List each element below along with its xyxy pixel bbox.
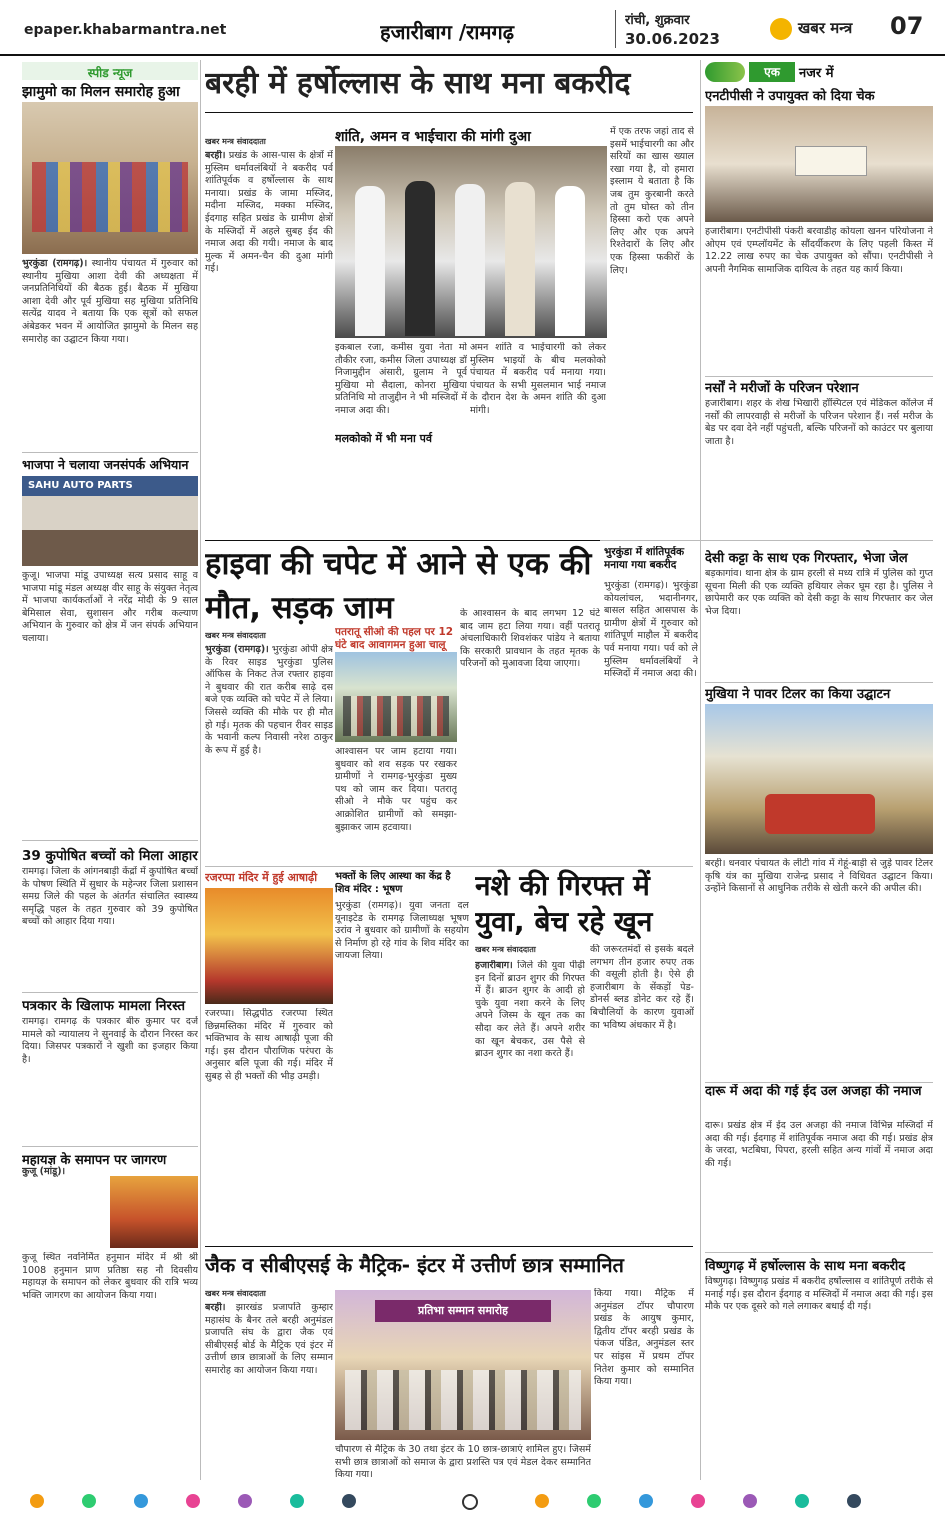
- bottom-text: [205, 1302, 333, 1478]
- right-story4-text: [705, 568, 933, 680]
- drug-dateline: हजारीबाग।: [475, 960, 513, 971]
- footer-color-dot: [30, 1494, 44, 1508]
- right-story7-headline: विष्णुगढ़ में हर्षोल्लास के साथ मना बकरीद: [705, 1259, 906, 1274]
- left-story2-photo: [22, 476, 198, 566]
- left-story5-dateline: कुजू (मांडू)।: [22, 1166, 66, 1177]
- left-story1-photo: [22, 102, 198, 254]
- right-story1-body: हजारीबाग। एनटीपीसी पंकरी बरवाडीह कोयला खनन परियोजना ने ओएम एवं एम्प्लॉयमेंट के सौंदर्यीकरण के लिए पहली किस्त में 12.22 लाख रुपए का चेक उपायुक्त को सौंपा। एनटीपीसी ने अपनी नैगमिक सामाजिक दायित्व के तहत यह कार्य किया।: [705, 226, 933, 275]
- right-story6-body: दारू। प्रखंड क्षेत्र में ईद उल अजहा की नमाज विभिन्न मस्जिदों में अदा की गई। ईदगाह में शांतिपूर्वक नमाज अदा की गई। प्रखंड क्षेत्र के जरदा, भटबिघा, पिपरा, हरली सहित अन्य गांवों में नमाज अदा की गई।: [705, 1120, 933, 1169]
- right-story6-headline: दारू में अदा की गई ईद उल अजहा की नमाज: [705, 1084, 922, 1099]
- bottom-photo-banner: प्रतिभा सम्मान समारोह: [375, 1300, 551, 1322]
- issue-date: 30.06.2023: [625, 30, 720, 48]
- brand-logo: [770, 16, 880, 46]
- bottom-text2: [335, 1444, 591, 1480]
- left-story1-headline: झामुमो का मिलन समारोह हुआ: [22, 84, 180, 100]
- speed-news-label: स्पीड न्यूज: [87, 66, 133, 80]
- center-top-text3: [470, 342, 606, 542]
- right-rule-5: [705, 1252, 933, 1253]
- drug-text: [475, 960, 585, 1242]
- right-story1-photo: [705, 106, 933, 222]
- right-rule-1: [705, 376, 933, 377]
- footer-color-dot: [238, 1494, 252, 1508]
- right-story3-body: भुरकुंडा (रामगढ़)। भुरकुंडा कोयलांचल, भदानीनगर, बासल सहित आसपास के ग्रामीण क्षेत्रों में गुरुवार को शांतिपूर्ण माहौल में बकरीद पर्व मनाया गया। पर्व को ले मुस्लिम धर्मावलंबियों ने मस्जिदों में नमाज अदा की।: [604, 580, 698, 680]
- left-rule-2: [22, 840, 198, 841]
- right-story2-headline: नर्सों ने मरीजों के परिजन परेशान: [705, 381, 859, 396]
- left-story5-photo: [110, 1176, 198, 1248]
- right-story5-text: [705, 858, 933, 1080]
- left-story2-text: [22, 570, 198, 838]
- center-top-byline: खबर मन्त्र संवाददाता: [205, 137, 266, 146]
- footer-color-dot: [743, 1494, 757, 1508]
- left-rule-1: [22, 452, 198, 453]
- left-story5-text: [22, 1180, 108, 1248]
- center-top-body2: इकबाल रजा, कमीस युवा नेता मो तौकीर रजा, कमीस जिला उपाध्यक्ष डॉ निजामुद्दीन अंसारी, ग्रुलाम ने पूर्व मुखिया मो सैदाला, कोनरा मुखिया प्रतिनिधि मो ताजुद्दीन ने भी मस्जिदों में नमाज अदा की।: [335, 342, 467, 416]
- nazar-tag: नजर में: [799, 66, 834, 81]
- bottom-headline: जैक व सीबीएसई के मैट्रिक- इंटर में उत्तीर्ण छात्र सम्मानित: [205, 1253, 624, 1277]
- left-story4-body: रामगढ़। रामगढ़ के पत्रकार बीरु कुमार पर दर्ज मामले को न्यायालय ने सुनवाई के दौरान निरस्त कर दिया। जिसपर पत्रकारों ने खुशी का इजहार किया है।: [22, 1016, 198, 1065]
- footer-color-dot: [535, 1494, 549, 1508]
- center-top-dateline: बरही।: [205, 150, 226, 161]
- center-top-photo: [335, 146, 607, 338]
- left-story4-headline: पत्रकार के खिलाफ मामला निरस्त: [22, 998, 186, 1014]
- center-mid-dateline: भुरकुंडा (रामगढ़)।: [205, 644, 269, 655]
- center-top-subhead: शांति, अमन व भाईचारा की मांगी दुआ: [335, 129, 531, 145]
- center-top-body3: अमन शांति व भाईचारगी को लेकर मुस्लिम भाइयों के बीच मलकोको पंचायत में बकरीद पर्व मनाया गया। पंचायत के सभी मुसलमान भाई नमाज के दौरान देश के अमन शांति की दुआ मांगी।: [470, 342, 606, 416]
- footer-color-dot: [587, 1494, 601, 1508]
- right-story5-headline: मुखिया ने पावर टिलर का किया उद्घाटन: [705, 687, 891, 702]
- left-story3-headline: 39 कुपोषित बच्चों को मिला आहार: [22, 848, 198, 864]
- footer-color-dot: [639, 1494, 653, 1508]
- right-story5-photo: [705, 704, 933, 854]
- right-column-rule: [700, 60, 701, 1480]
- right-story3-headline: भुरकुंडा में शांतिपूर्वक मनाया गया बकरीद: [604, 546, 685, 571]
- footer-color-dot: [134, 1494, 148, 1508]
- temple-body: रजरप्पा। सिद्धपीठ रजरप्पा स्थित छिन्नमस्तिका मंदिर में गुरुवार को भक्तिभाव के साथ आषाढ़ी पूजा की गई। इस दौरान पौराणिक परंपरा के अनुसार बलि पूजा की गई। मंदिर में सुबह से ही भक्तों की भीड़ उमड़ी।: [205, 1008, 333, 1082]
- drug-body2: की जरूरतमंदों से इसके बदले लगभग तीन हजार रुपए तक की वसूली होती है। ऐसे ही हजारीबाग के सेंकड़ों पेड-डोनर्स ब्लड डोनेट कर रहे हैं। बिचौलियों के कारण युवाओं का भविष्य अंधकार में है।: [590, 944, 694, 1031]
- right-story7-body: विष्णुगढ़। विष्णुगढ़ प्रखंड में बकरीद हर्षोल्लास व शांतिपूर्ण तरीके से मनाई गई। इस दौरान ईदगाह व मस्जिदों में नमाज अदा की गई। इस मौके पर एक दूसरे को गले लगाकर बधाई दी गई।: [705, 1276, 933, 1313]
- speed-news-tag: [22, 62, 198, 80]
- brand-name: खबर मन्त्र: [798, 19, 853, 37]
- bottom-body: झारखंड प्रजापति कुम्हार महासंघ के बैनर तले बरही अनुमंडल प्रजापति संघ के द्वारा जैक एवं सीबीएसई बोर्ड के मैट्रिक एवं इंटर में उत्तीर्ण छात्र छात्राओं के लिए सम्मान समारोह का आयोजन किया गया।: [205, 1302, 333, 1376]
- center-mid-headline: हाइवा की चपेट में आने से एक की मौत, सड़क जाम: [205, 546, 592, 626]
- ek-nazar-tag: [705, 62, 935, 82]
- right-rule-2: [600, 540, 933, 541]
- left-story2-body: कुजू। भाजपा मांडू उपाध्यक्ष सत्य प्रसाद साहू व भाजपा मांडू मंडल अध्यक्ष वीर साहू के संयुक्त नेतृत्व में भाजपा कार्यकर्ताओं ने नरेंद्र मोदी के 9 साल बेमिसाल सेवा, सुशासन और गरीब कल्याण अभियान के गुरुवार को क्षेत्र में जन संपर्क अभियान चलाया।: [22, 570, 198, 644]
- bottom-byline: खबर मन्त्र संवाददाता: [205, 1289, 266, 1298]
- footer-color-dot: [795, 1494, 809, 1508]
- drug-body: जिले की युवा पीढ़ी इन दिनों ब्राउन शुगर की गिरफ्त में हैं। ब्राउन शुगर के आदी हो चुके युवा नशा करने के लिए अपने जिस्म के खून तक का सौदा कर लेते हैं। अपने शरीर का खून बेचकर, उस पैसे से ब्राउन शुगर का नशा करते हैं।: [475, 960, 585, 1060]
- page-number: 07: [890, 12, 924, 40]
- footer-color-dot: [82, 1494, 96, 1508]
- left-story1-body: स्थानीय पंचायत में गुरुवार को स्थानीय मुखिया आशा देवी की अध्यक्षता में जनप्रतिनिधियों की बैठक हुई। बैठक में मुखिया आशा देवी और पूर्व मुखिया सह मुखिया प्रतिनिधि सत्येंद्र यादव ने बताया कि एक सूत्रों को सफल अंबेडकर भवन में आयोजित झामुमो के मिलन सह समारोह का उद्घाटन किया गया।: [22, 258, 198, 345]
- center-bottom-rule: [205, 1246, 693, 1247]
- center-mid-photo: [335, 652, 457, 742]
- header-divider: [615, 10, 616, 48]
- bottom-text3: [594, 1288, 694, 1478]
- left-story4-text: [22, 1016, 198, 1144]
- drug-headline: नशे की गिरफ्त में युवा, बेच रहे खून: [475, 869, 653, 938]
- center-top-text: [205, 150, 333, 540]
- right-story3-text: [604, 580, 698, 862]
- right-story4-headline: देसी कट्टा के साथ एक गिरफ्तार, भेजा जेल: [705, 551, 908, 566]
- center-mid-body: भुरकुंडा ओपी क्षेत्र के रिवर साइड भुरकुंडा पुलिस ऑफिस के निकट तेज रफ्तार हाइवा ने बुधवार की रात करीब साढ़े दस बजे एक व्यक्ति को चपेट में ले लिया। जिससे व्यक्ति की मौके पर ही मौत हो गई। मृतक की पहचान रीवर साइड के भवानी कल्प निवासी नरेश ठाकुर के रूप में हुई है।: [205, 644, 333, 756]
- center-mid-text2: [335, 746, 457, 860]
- bottom-dateline: बरही।: [205, 1302, 226, 1313]
- right-story1-headline: एनटीपीसी ने उपायुक्त को दिया चेक: [705, 89, 875, 104]
- left-story3-body: रामगढ़। जिला के आंगनबाड़ी केंद्रों में कुपोषित बच्चों के पोषण स्थिति में सुधार के महेन्जर जिला प्रशासन समग्र जिले की पहल के अंतर्गत संचालित स्वास्थ्य समृद्धि पहल के तहत गुरुवार को 39 कुपोषित बच्चों को आहार दिया गया।: [22, 866, 198, 928]
- center-top-body4: में एक तरफ जहां ताद से इसमें भाईचारगी का और सरियों का खास ख्याल रखा गया है, वो हमारा इस्लाम ये बताता है कि जब तुम कुरबानी करते तो तुम घोस्त को तीन हिस्सा करो एक अपने लिए और एक अपने रिश्तेदारों के लिए और एक हिस्सा फकीरों के लिए।: [610, 126, 694, 276]
- center-mid-body2: आश्वासन पर जाम हटाया गया। बुधवार को शव सड़क पर रखकर ग्रामीणों ने रामगढ़-भुरकुंडा मुख्य पथ को जाम कर दिया। पतरातू सीओ ने मौके पर पहुंच कर आक्रोशित ग्रामीणों को समझा-बुझाकर जाम हटवाया।: [335, 746, 457, 833]
- right-story1-text: [705, 226, 933, 376]
- temple-text: [205, 1008, 333, 1242]
- masthead: [0, 0, 945, 56]
- left-story2-photo-sign: SAHU AUTO PARTS: [28, 480, 133, 491]
- footer-color-dot: [691, 1494, 705, 1508]
- left-story5-body: [22, 1252, 198, 1474]
- drug-text2: [590, 944, 694, 1242]
- left-rule-3: [22, 992, 198, 993]
- section-name: हजारीबाग /रामगढ़: [380, 20, 514, 44]
- ek-nazar-icon: [705, 62, 745, 82]
- ek-tag: एक: [749, 62, 795, 82]
- right-story7-text: [705, 1276, 933, 1476]
- center-lower-rule: [205, 866, 693, 867]
- site-url[interactable]: epaper.khabarmantra.net: [24, 22, 227, 38]
- center-top-rule: [205, 112, 693, 113]
- temple-headline: रजरप्पा मंदिर में हुई आषाढ़ी: [205, 871, 318, 884]
- center-top-subhead2: मलकोको में भी मना पर्व: [335, 431, 467, 446]
- footer-color-dot: [342, 1494, 356, 1508]
- right-story2-body: हजारीबाग। शहर के शेख भिखारी हॉस्पिटल एवं मेडिकल कॉलेज में नर्सों की लापरवाही से मरीजों के परिजन परेशान हैं। नर्स मरीज के बेड पर दवा देने नहीं पहुंचती, बल्कि परिजनों को काउंटर पर बुलाया जाता है।: [705, 398, 933, 447]
- right-rule-3: [705, 682, 933, 683]
- footer-dots-left: [30, 1494, 410, 1510]
- bottom-photo: [335, 1290, 591, 1440]
- footer-bar: [0, 1486, 945, 1517]
- center-mid-subhead: पतरातू सीओ की पहल पर 12 घंटे बाद आवागमन हुआ चालू: [335, 626, 454, 651]
- shiv-text: [335, 900, 469, 1242]
- left-story1-dateline: भुरकुंडा (रामगढ़)।: [22, 258, 88, 269]
- center-top-headline: बरही में हर्षोल्लास के साथ मना बकरीद: [205, 66, 631, 101]
- left-story1-text: [22, 258, 198, 452]
- center-mid-text: [205, 644, 333, 860]
- right-story2-text: [705, 398, 933, 538]
- footer-color-dot: [847, 1494, 861, 1508]
- footer-dots-right: [535, 1494, 915, 1510]
- left-story3-text: [22, 866, 198, 994]
- center-top-text4: [610, 126, 694, 536]
- center-mid-text3: [460, 608, 600, 860]
- shiv-headline: भक्तों के लिए आस्था का केंद्र है शिव मंदिर : भूषण: [335, 871, 451, 895]
- center-mid-body3: के आश्वासन के बाद लगभग 12 घंटे बाद जाम हटा लिया गया। वहीं पतरातू अंचलाधिकारी शिवशंकर पांडेय ने बताया कि सरकारी प्रावधान के तहत मृतक के परिजनों को मुआवजा दिया जाएगा।: [460, 608, 600, 670]
- right-rule-4: [705, 1082, 933, 1083]
- temple-photo: [205, 888, 333, 1004]
- left-story5-body-text: कुजू स्थित नवनिर्मित हनुमान मंदिर में श्री श्री 1008 हनुमान प्राण प्रतिष्ठा सह नौ दिवसीय महायज्ञ के समापन को लेकर बुधवार की रात्रि भव्य भक्ति जागरण का आयोजन किया गया।: [22, 1252, 198, 1301]
- left-rule-4: [22, 1146, 198, 1147]
- right-story6-text: [705, 1120, 933, 1250]
- shiv-body: भुरकुंडा (रामगढ़)। युवा जनता दल यूनाइटेड के रामगढ़ जिलाध्यक्ष भूषण उरांव ने बुधवार को ग्रामीणों के सहयोग से निर्माण हो रहे गांव के शिव मंदिर का जायजा लिया।: [335, 900, 469, 962]
- drug-byline: खबर मन्त्र संवाददाता: [475, 945, 536, 954]
- brand-mark-icon: [770, 18, 792, 40]
- center-top-body: प्रखंड के आस-पास के क्षेत्रों में मुस्लिम धर्मावलंबियों ने बकरीद पर्व शांतिपूर्वक व हर्षोल्लास के साथ मनाया। प्रखंड के जामा मस्जिद, मदीना मस्जिद, मक्का मस्जिद, ईदगाह सहित प्रखंड के ग्रामीण क्षेत्रों के मस्जिदों में अहले सुबह ईद की नमाज अदा की गयी। नमाज के बाद मुल्क में अमन-चैन की दुआ मांगी गई।: [205, 150, 333, 275]
- footer-center-icon: [462, 1494, 478, 1510]
- bottom-body3: किया गया। मैट्रिक में अनुमंडल टॉपर चौपारण प्रखंड के आयुष कुमार, द्वितीय टॉपर बरही प्रखंड के पंकज पंडित, अनुमंडल स्तर पर सांइस में प्रथम टॉपर नितेश कुमार को सम्मानित किया गया।: [594, 1288, 694, 1388]
- footer-color-dot: [290, 1494, 304, 1508]
- right-story4-body: बड़कागांव। थाना क्षेत्र के ग्राम हरली से मध्य रात्रि में पुलिस को गुप्त सूचना मिली की एक व्यक्ति हथियार लेकर घूम रहा है। पुलिस ने छापेमारी कर एक व्यक्ति को देसी कट्टा के साथ गिरफ्तार कर जेल भेज दिया।: [705, 568, 933, 617]
- footer-color-dot: [186, 1494, 200, 1508]
- center-mid-byline: खबर मन्त्र संवाददाता: [205, 631, 266, 640]
- left-story5-headline: महायज्ञ के समापन पर जागरण: [22, 1153, 167, 1168]
- bottom-body2: चौपारण से मैट्रिक के 30 तथा इंटर के 10 छात्र-छात्राएं शामिल हुए। जिसमें सभी छात्र छात्राओं को समाज के द्वारा प्रशस्ति पत्र एवं मेडल देकर सम्मानित किया गया।: [335, 1444, 591, 1480]
- city-day: रांची, शुक्रवार: [625, 13, 690, 28]
- right-story5-body: बरही। धनवार पंचायत के लीटी गांव में गेहूं-बाड़ी से जुड़े पावर टिलर कृषि यंत्र का मुखिया राजेन्द्र प्रसाद ने विधिवत उद्घाटन किया। उन्होंने किसानों से आधुनिक तरीके से खेती करने की अपील की।: [705, 858, 933, 895]
- left-story2-headline: भाजपा ने चलाया जनसंपर्क अभियान: [22, 457, 189, 472]
- left-column-rule: [200, 60, 201, 1480]
